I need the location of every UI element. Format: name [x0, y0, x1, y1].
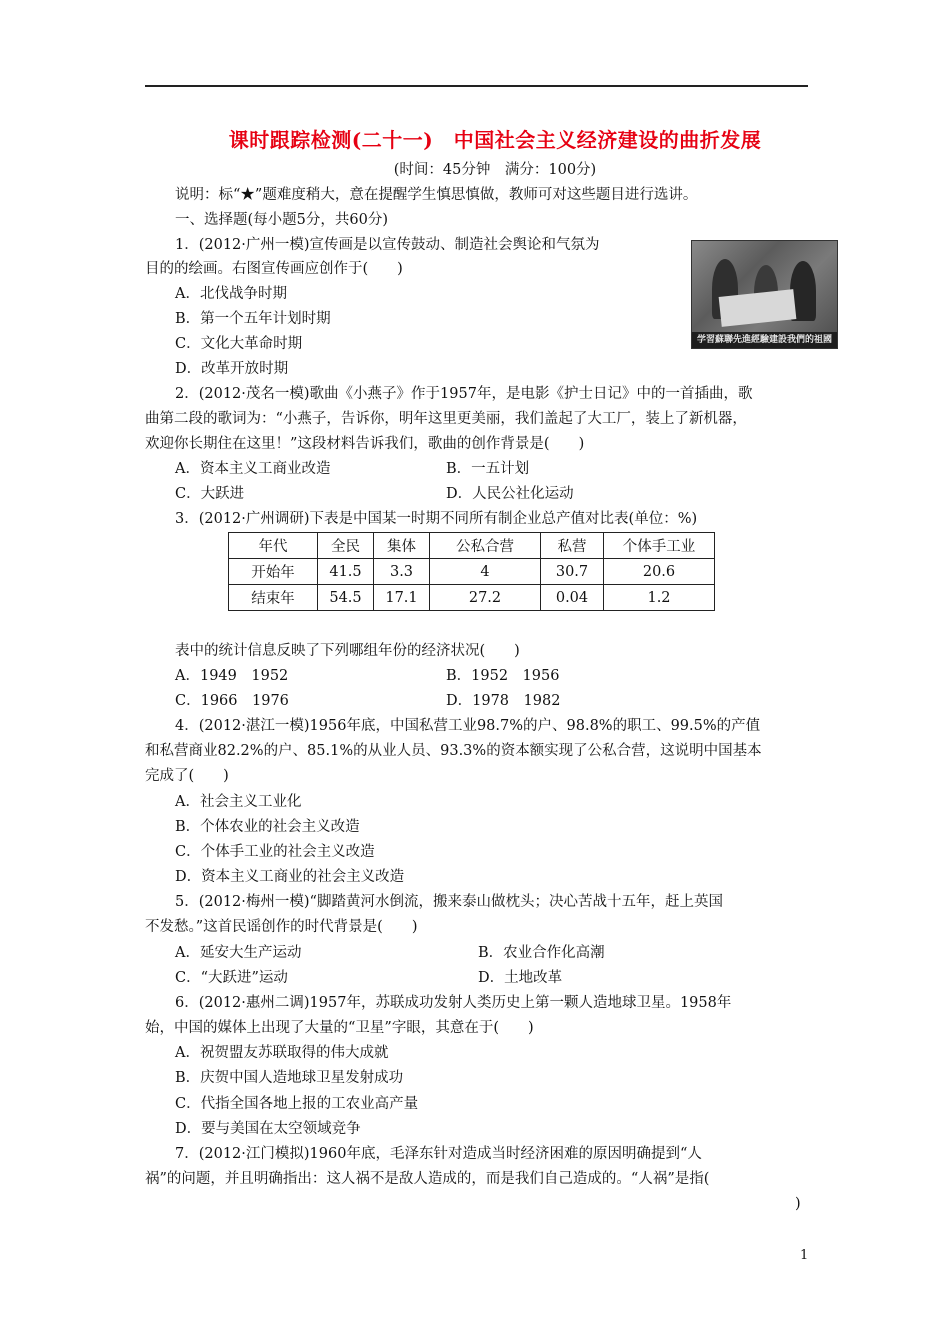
q2-option-c: C．大跃进: [175, 486, 245, 502]
q2-stem-line2: 曲第二段的歌词为：“小燕子，告诉你，明年这里更美丽，我们盖起了大工厂，装上了新机器，: [145, 411, 747, 427]
q4-stem-line1: 4．(2012·湛江一模)1956年底，中国私营工业98.7%的户、98.8%的职工、99.5%的产值: [175, 718, 761, 734]
q1-option-b: B．第一个五年计划时期: [175, 311, 331, 327]
table-cell: 20.6: [604, 559, 715, 585]
table-cell: 0.04: [541, 585, 604, 611]
section-heading: 一、选择题(每小题5分，共60分): [175, 212, 388, 228]
q5-stem-line2: 不发愁。”这首民谣创作的时代背景是( ): [145, 919, 418, 935]
q7-stem-line2: 祸”的问题，并且明确指出：这人祸不是敌人造成的，而是我们自己造成的。“人祸”是指(: [145, 1171, 710, 1187]
q3-option-d: D．1978 1982: [446, 693, 561, 709]
table-header-cell: 全民: [318, 533, 374, 559]
q2-option-a: A．资本主义工商业改造: [175, 461, 331, 477]
table-cell: 17.1: [374, 585, 430, 611]
table-header-row: [229, 533, 715, 559]
table-cell: 54.5: [318, 585, 374, 611]
q2-option-d: D．人民公社化运动: [446, 486, 574, 502]
table-row: [229, 585, 715, 611]
table-cell: 3.3: [374, 559, 430, 585]
q1-option-a: A．北伐战争时期: [175, 286, 287, 302]
q6-stem-line2: 始，中国的媒体上出现了大量的“卫星”字眼，其意在于( ): [145, 1020, 534, 1036]
q5-option-d: D．土地改革: [478, 970, 563, 986]
propaganda-poster-image: [691, 240, 838, 349]
table-row: [229, 559, 715, 585]
q2-option-b: B．一五计划: [446, 461, 530, 477]
table-cell: 开始年: [229, 559, 318, 585]
q5-option-b: B．农业合作化高潮: [478, 945, 605, 961]
poster-caption: 学習蘇聯先進經驗建設我們的祖國: [692, 332, 837, 348]
q3-stem-line2: 表中的统计信息反映了下列哪组年份的经济状况( ): [175, 643, 520, 659]
q4-stem-line2: 和私营商业82.2%的户、85.1%的从业人员、93.3%的资本额实现了公私合营，这说明中国基本: [145, 743, 762, 759]
q3-option-a: A．1949 1952: [175, 668, 289, 684]
q1-stem-line2: 目的的绘画。右图宣传画应创作于( ): [145, 261, 403, 277]
q1-option-c: C．文化大革命时期: [175, 336, 303, 352]
table-header-cell: 年代: [229, 533, 318, 559]
q5-option-a: A．延安大生产运动: [175, 945, 302, 961]
page-number: 1: [800, 1248, 809, 1263]
q3-option-b: B．1952 1956: [446, 668, 560, 684]
q4-option-d: D．资本主义工商业的社会主义改造: [175, 869, 405, 885]
q2-stem-line1: 2．(2012·茂名一模)歌曲《小燕子》作于1957年，是电影《护士日记》中的一首插曲，歌: [175, 386, 753, 402]
table-cell: 4: [430, 559, 541, 585]
table-cell: 1.2: [604, 585, 715, 611]
q6-stem-line1: 6．(2012·惠州二调)1957年，苏联成功发射人类历史上第一颗人造地球卫星。1958年: [175, 995, 732, 1011]
q4-option-b: B．个体农业的社会主义改造: [175, 819, 360, 835]
q5-option-c: C．“大跃进”运动: [175, 970, 288, 986]
table-cell: 30.7: [541, 559, 604, 585]
table-header-cell: 私营: [541, 533, 604, 559]
table-cell: 结束年: [229, 585, 318, 611]
q3-option-c: C．1966 1976: [175, 693, 289, 709]
table-header-cell: 个体手工业: [604, 533, 715, 559]
q6-option-b: B．庆贺中国人造地球卫星发射成功: [175, 1070, 404, 1086]
q4-option-a: A．社会主义工业化: [175, 794, 302, 810]
q4-stem-line3: 完成了( ): [145, 768, 229, 784]
intro-note: 说明：标“★”题难度稍大，意在提醒学生慎思慎做，教师可对这些题目进行选讲。: [175, 187, 698, 203]
table-cell: 27.2: [430, 585, 541, 611]
page-title: 课时跟踪检测(二十一) 中国社会主义经济建设的曲折发展: [228, 128, 762, 152]
q4-option-c: C．个体手工业的社会主义改造: [175, 844, 375, 860]
q1-stem-line1: 1．(2012·广州一模)宣传画是以宣传鼓动、制造社会舆论和气氛为: [175, 237, 600, 253]
table-cell: 41.5: [318, 559, 374, 585]
q6-option-c: C．代指全国各地上报的工农业高产量: [175, 1096, 419, 1112]
q6-option-d: D．要与美国在太空领域竞争: [175, 1121, 361, 1137]
q6-option-a: A．祝贺盟友苏联取得的伟大成就: [175, 1045, 389, 1061]
q5-stem-line1: 5．(2012·梅州一模)“脚踏黄河水倒流，搬来泰山做枕头；决心苦战十五年，赶上英国: [175, 894, 723, 910]
ownership-output-table: [228, 532, 715, 611]
page-subtitle: (时间：45分钟 满分：100分): [393, 162, 597, 178]
q7-stem-line1: 7．(2012·江门模拟)1960年底，毛泽东针对造成当时经济困难的原因明确提到“人: [175, 1146, 702, 1162]
q7-stem-line3: ): [795, 1196, 801, 1212]
q2-stem-line3: 欢迎你长期住在这里！”这段材料告诉我们，歌曲的创作背景是( ): [145, 436, 585, 452]
table-header-cell: 集体: [374, 533, 430, 559]
table-header-cell: 公私合营: [430, 533, 541, 559]
q1-option-d: D．改革开放时期: [175, 361, 289, 377]
q3-stem-line1: 3．(2012·广州调研)下表是中国某一时期不同所有制企业总产值对比表(单位：%): [175, 511, 698, 527]
header-rule: [145, 85, 808, 87]
